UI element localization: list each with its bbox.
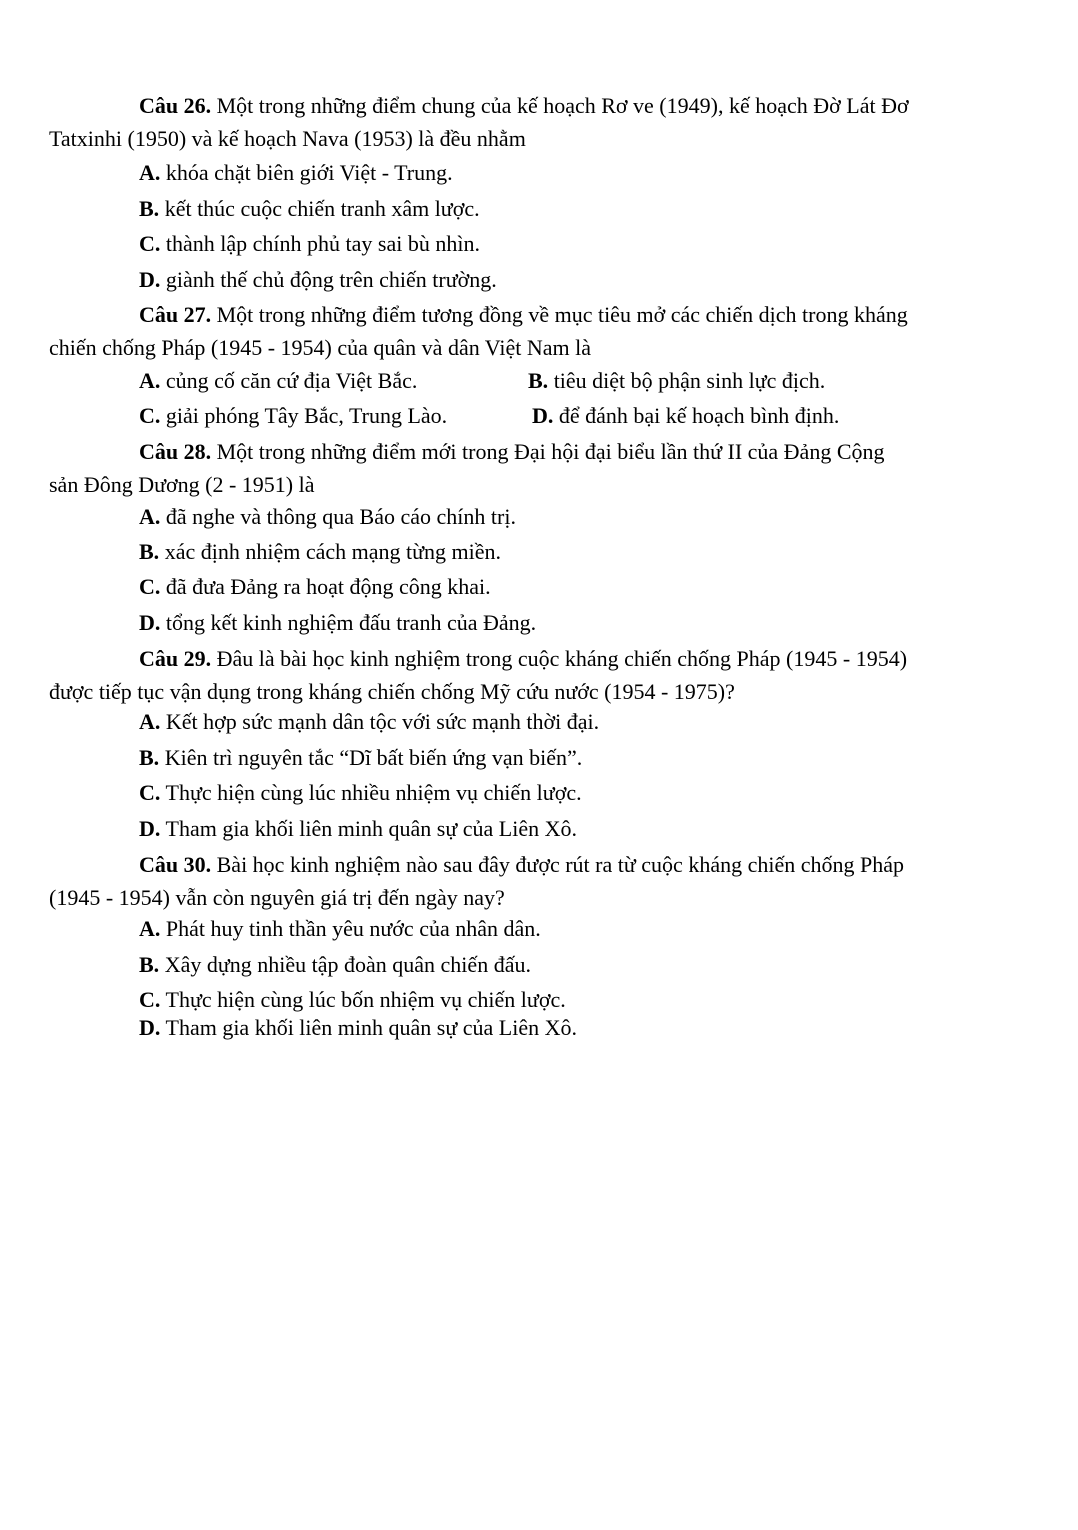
question-26 [49, 89, 984, 292]
question-stem [49, 642, 984, 708]
option-a: A. củng cố căn cứ địa Việt Bắc. [139, 368, 418, 393]
option-a: A. Phát huy tinh thần yêu nước của nhân dân. [139, 916, 541, 941]
question-text-line2: được tiếp tục vận dụng trong kháng chiến chống Mỹ cứu nước (1954 - 1975)? [49, 679, 735, 704]
question-stem [49, 298, 984, 364]
option-a: A. khóa chặt biên giới Việt - Trung. [139, 160, 453, 185]
option-a: A. đã nghe và thông qua Báo cáo chính trị. [139, 504, 516, 529]
option-c: C. thành lập chính phủ tay sai bù nhìn. [139, 231, 480, 256]
question-text-line2: sản Đông Dương (2 - 1951) là [49, 472, 315, 497]
option-c: C. Thực hiện cùng lúc nhiều nhiệm vụ chiến lược. [139, 780, 582, 805]
option-b: B. Xây dựng nhiều tập đoàn quân chiến đấu. [139, 952, 531, 977]
option-b: B. tiêu diệt bộ phận sinh lực địch. [528, 368, 826, 393]
question-stem [49, 848, 984, 914]
option-a: A. Kết hợp sức mạnh dân tộc với sức mạnh thời đại. [139, 709, 600, 734]
question-27 [49, 298, 984, 428]
option-b: B. kết thúc cuộc chiến tranh xâm lược. [139, 196, 480, 221]
question-29 [49, 642, 984, 841]
question-text-line2: (1945 - 1954) vẫn còn nguyên giá trị đến ngày nay? [49, 885, 505, 910]
option-d: D. Tham gia khối liên minh quân sự của Liên Xô. [139, 1015, 578, 1040]
option-c: C. Thực hiện cùng lúc bốn nhiệm vụ chiến lược. [139, 987, 566, 1012]
option-b: B. xác định nhiệm cách mạng từng miền. [139, 539, 502, 564]
question-stem [49, 435, 984, 501]
question-text-line1: Đâu là bài học kinh nghiệm trong cuộc kháng chiến chống Pháp (1945 - 1954) [216, 646, 908, 671]
question-number: Câu 27. [139, 302, 212, 327]
option-c: C. giải phóng Tây Bắc, Trung Lào. [139, 403, 448, 428]
question-28 [49, 435, 984, 635]
question-number: Câu 28. [139, 439, 212, 464]
question-text-line1: Một trong những điểm tương đồng về mục tiêu mở các chiến dịch trong kháng [216, 302, 908, 327]
option-d: D. để đánh bại kế hoạch bình định. [532, 403, 840, 428]
option-d: D. tổng kết kinh nghiệm đấu tranh của Đảng. [139, 610, 537, 635]
question-text-line1: Bài học kinh nghiệm nào sau đây được rút ra từ cuộc kháng chiến chống Pháp [216, 852, 904, 877]
question-number: Câu 29. [139, 646, 212, 671]
option-c: C. đã đưa Đảng ra hoạt động công khai. [139, 574, 491, 599]
option-d: D. giành thế chủ động trên chiến trường. [139, 267, 497, 292]
option-b: B. Kiên trì nguyên tắc “Dĩ bất biến ứng vạn biến”. [139, 745, 583, 770]
question-text-line2: chiến chống Pháp (1945 - 1954) của quân và dân Việt Nam là [49, 335, 592, 360]
option-d: D. Tham gia khối liên minh quân sự của Liên Xô. [139, 816, 578, 841]
question-stem [49, 89, 984, 155]
question-text-line2: Tatxinhi (1950) và kế hoạch Nava (1953) là đều nhằm [49, 126, 526, 151]
question-30 [49, 848, 984, 1040]
question-text-line1: Một trong những điểm mới trong Đại hội đại biểu lần thứ II của Đảng Cộng [216, 439, 885, 464]
question-text-line1: Một trong những điểm chung của kế hoạch Rơ ve (1949), kế hoạch Đờ Lát Đơ [216, 93, 909, 118]
question-number: Câu 30. [139, 852, 212, 877]
question-number: Câu 26. [139, 93, 212, 118]
